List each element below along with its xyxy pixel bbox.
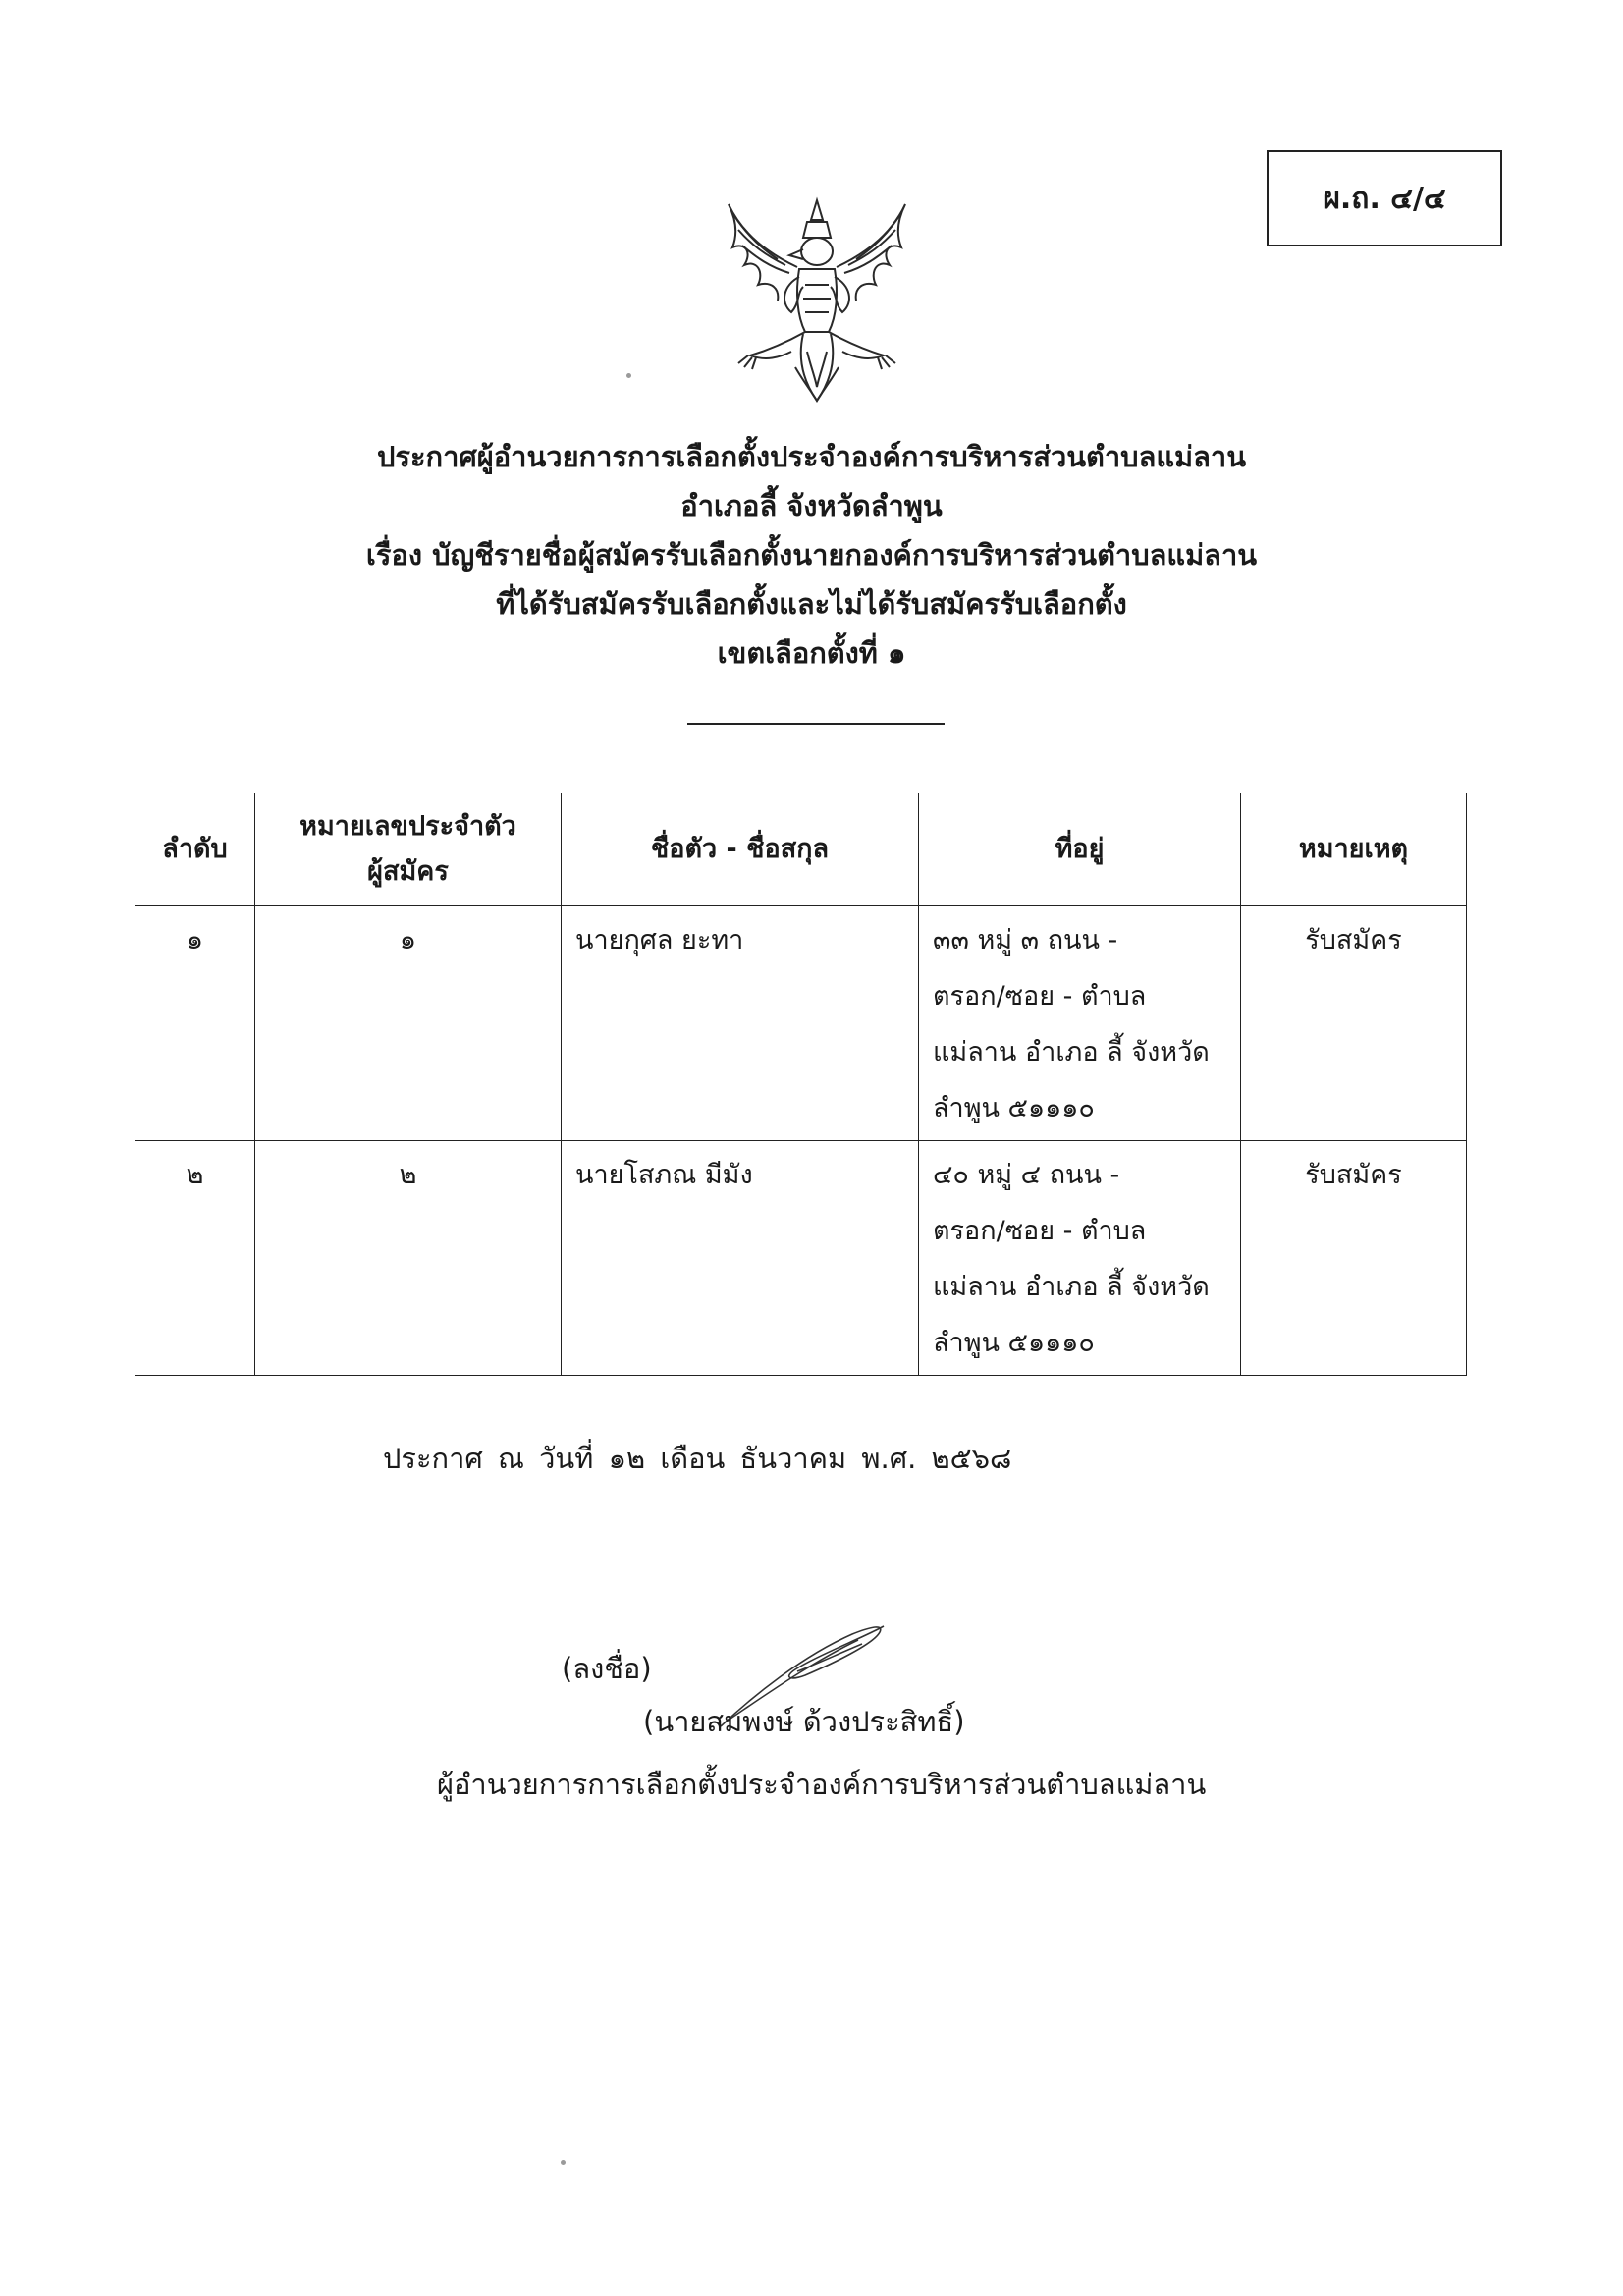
heading-line-4: ที่ได้รับสมัครรับเลือกตั้งและไม่ได้รับสมัครรับเลือกตั้ง (496, 587, 1127, 621)
table-row (135, 906, 1467, 1141)
row-address (919, 1141, 1241, 1376)
row-order: ๑ (135, 906, 255, 1141)
address-line: แม่ลาน อำเภอ ลี้ จังหวัด (933, 1272, 1210, 1302)
address-line: ลำพูน ๕๑๑๑๐ (933, 1328, 1095, 1358)
scan-speck (626, 373, 631, 378)
heading-divider (687, 723, 945, 725)
garuda-emblem-icon (709, 194, 925, 409)
header-remark: หมายเหตุ (1241, 793, 1467, 906)
table-row (135, 1141, 1467, 1376)
header-candidate-no-line-1: หมายเลขประจำตัว (299, 811, 516, 842)
form-code-box (1267, 150, 1502, 246)
heading-line-5: เขตเลือกตั้งที่ ๑ (717, 636, 906, 670)
address-line: แม่ลาน อำเภอ ลี้ จังหวัด (933, 1037, 1210, 1067)
header-address: ที่อยู่ (919, 793, 1241, 906)
row-order: ๒ (135, 1141, 255, 1376)
sign-label: (ลงชื่อ) (562, 1652, 652, 1685)
table-header-row (135, 793, 1467, 906)
header-order: ลำดับ (135, 793, 255, 906)
address-line: ตรอก/ซอย - ตำบล (933, 1216, 1147, 1246)
heading-line-2: อำเภอลี้ จังหวัดลำพูน (680, 489, 943, 522)
address-line: ตรอก/ซอย - ตำบล (933, 981, 1147, 1011)
form-code: ผ.ถ. ๔/๔ (1323, 181, 1446, 216)
header-name: ชื่อตัว - ชื่อสกุล (562, 793, 919, 906)
header-candidate-no-line-2: ผู้สมัคร (367, 856, 449, 887)
row-name: นายโสภณ มีมัง (562, 1141, 919, 1376)
row-name: นายกุศล ยะทา (562, 906, 919, 1141)
heading-line-1: ประกาศผู้อำนวยการการเลือกตั้งประจำองค์การบริหารส่วนตำบลแม่ลาน (376, 440, 1247, 473)
announcement-heading (196, 432, 1427, 678)
header-candidate-no (255, 793, 562, 906)
signer-name: (นายสมพงษ์ ด้วงประสิทธิ์) (643, 1705, 965, 1738)
row-address (919, 906, 1241, 1141)
signer-title: ผู้อำนวยการการเลือกตั้งประจำองค์การบริหารส่วนตำบลแม่ลาน (437, 1768, 1207, 1801)
heading-line-3: เรื่อง บัญชีรายชื่อผู้สมัครรับเลือกตั้งนายกองค์การบริหารส่วนตำบลแม่ลาน (365, 538, 1258, 572)
announcement-date: ประกาศ ณ วันที่ ๑๒ เดือน ธันวาคม พ.ศ. ๒๕๖๘ (383, 1442, 1012, 1475)
row-remark: รับสมัคร (1241, 1141, 1467, 1376)
row-remark: รับสมัคร (1241, 906, 1467, 1141)
address-line: ๓๓ หมู่ ๓ ถนน - (933, 925, 1118, 956)
candidate-table (135, 793, 1467, 1376)
scan-speck (561, 2160, 566, 2165)
address-line: ๔๐ หมู่ ๔ ถนน - (933, 1160, 1120, 1190)
address-line: ลำพูน ๕๑๑๑๐ (933, 1093, 1095, 1123)
row-candidate-no: ๑ (255, 906, 562, 1141)
row-candidate-no: ๒ (255, 1141, 562, 1376)
